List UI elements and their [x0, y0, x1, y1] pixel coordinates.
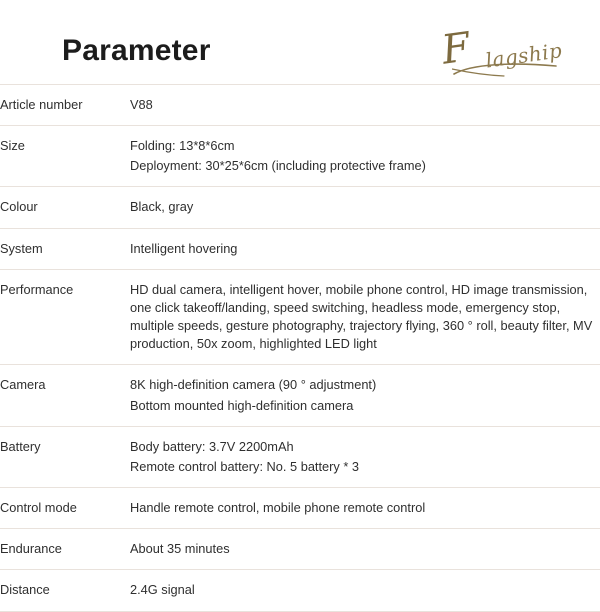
table-row: [0, 426, 600, 487]
table-row: [0, 228, 600, 269]
row-label: Battery: [0, 426, 130, 487]
row-value-line: Deployment: 30*25*6cm (including protective frame): [130, 158, 426, 174]
row-value-line: 2.4G signal: [130, 582, 195, 598]
row-label: Performance: [0, 269, 130, 365]
row-value: [130, 365, 600, 426]
table-row: [0, 269, 600, 365]
row-value: [130, 570, 600, 611]
row-label: Camera: [0, 365, 130, 426]
row-value-line: V88: [130, 97, 153, 112]
row-value: [130, 85, 600, 126]
page-header: [0, 0, 600, 84]
flagship-logo: [439, 24, 564, 84]
table-row: [0, 570, 600, 611]
table-row: [0, 529, 600, 570]
row-value: [130, 426, 600, 487]
row-label: Article number: [0, 85, 130, 126]
row-value-line: Folding: 13*8*6cm: [130, 138, 235, 154]
row-value: [130, 126, 600, 187]
row-value: [130, 529, 600, 570]
row-value: [130, 187, 600, 228]
table-row: [0, 365, 600, 426]
page-title: Parameter: [62, 34, 211, 67]
row-label: Distance: [0, 570, 130, 611]
row-value-line: HD dual camera, intelligent hover, mobile phone control, HD image transmission, one click takeoff/landing, speed switching, headless mode, emergency stop, multiple speeds, gesture photography, trajectory flying, 360 ° roll, beauty filter, MV production, 50x zoom, highlighted LED light: [130, 281, 593, 352]
specification-table: [0, 84, 600, 612]
row-value: [130, 269, 600, 365]
flagship-logo-swoosh-icon: [452, 60, 560, 78]
row-value-line: Bottom mounted high-definition camera: [130, 397, 354, 413]
row-label: System: [0, 228, 130, 269]
row-label: Endurance: [0, 529, 130, 570]
row-label: Size: [0, 126, 130, 187]
row-value-line: About 35 minutes: [130, 541, 230, 557]
row-value: [130, 488, 600, 529]
flagship-logo-word: lagship: [484, 38, 564, 73]
row-label: Control mode: [0, 488, 130, 529]
table-row: [0, 488, 600, 529]
row-value-line: Remote control battery: No. 5 battery * 3: [130, 458, 360, 474]
row-value-line: Body battery: 3.7V 2200mAh: [130, 438, 294, 454]
row-value-line: Black, gray: [130, 199, 194, 215]
flagship-logo-initial: F: [439, 24, 474, 74]
row-label: Colour: [0, 187, 130, 228]
table-row: [0, 126, 600, 187]
row-value-line: Handle remote control, mobile phone remote control: [130, 500, 426, 516]
row-value-line: Intelligent hovering: [130, 240, 238, 256]
specification-table-body: [0, 85, 600, 612]
table-row: [0, 187, 600, 228]
row-value: [130, 228, 600, 269]
table-row: [0, 85, 600, 126]
row-value-line: 8K high-definition camera (90 ° adjustment): [130, 377, 377, 393]
